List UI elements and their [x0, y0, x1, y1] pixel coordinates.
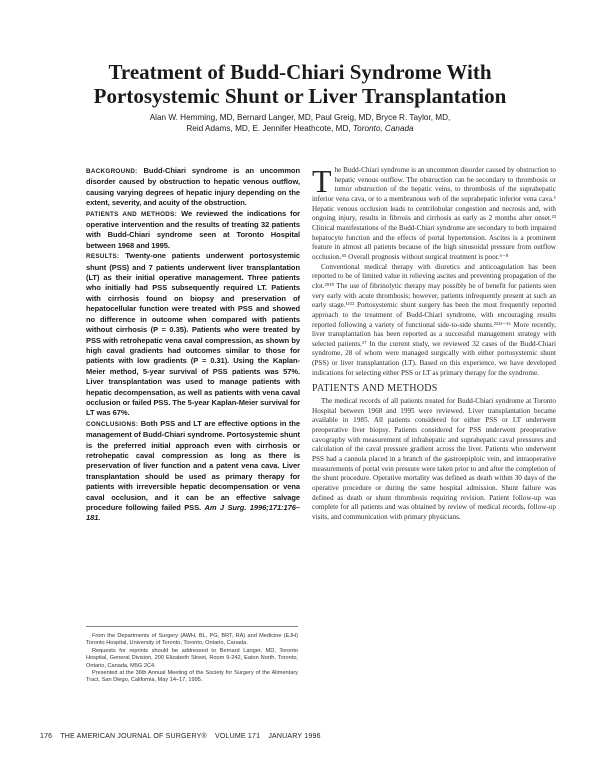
citation: Am J Surg. 1996;171:176–181. [86, 503, 300, 523]
paragraph-3: The medical records of all patients treated for Budd-Chiari syndrome at Toronto Hospital between 1968 and 1995 were reviewed. Liver transplantation became available in 1985. All patients considered for either PSS or LT underwent preoperative liver biopsy. Patients considered for PSS underwent preoperative cavography with measurement of infrahepatic and suprahepatic caval pressures and calculation of the caval pressure gradient across the liver. Patients who underwent PSS had a cannula placed in a branch of the gastroepiploic vein, and intraoperative measurements of portal vein pressure were taken prior to and after the completion of the shunt procedure. Operative mortality was defined as death within 30 days of the operative procedure or during the same hospital admission. Shunt failure was defined as death or shunt thrombosis requiring revision. Patient follow-up was complete for all patients and was obtained by review of medical records, follow-up visits, and communication with primary physicians. [312, 397, 556, 521]
conclusions-text: Both PSS and LT are effective options in the management of Budd-Chiari syndrome. Portosystemic shunt is the preferred initial approach even with cirrhosis or retrohepatic caval compression as long as there is preservation of liver function and a patent vena cava. Liver transplantation should be used as primary therapy for patients with irreversible hepatic decompensation or vena caval occlusion, and it can be an effective salvage procedure following failed PSS. [86, 418, 300, 512]
article-title [40, 60, 560, 108]
body-text [312, 163, 556, 523]
abstract [86, 166, 300, 524]
volume: VOLUME 171 [215, 733, 261, 740]
author-location: Toronto, Canada [352, 124, 414, 133]
journal-name: THE AMERICAN JOURNAL OF SURGERY® [60, 733, 207, 740]
results-label: RESULTS: [86, 253, 120, 261]
title-line-1: Treatment of Budd-Chiari Syndrome With [108, 60, 492, 84]
title-line-2: Portosystemic Shunt or Liver Transplantation [93, 84, 507, 108]
authors-line-1: Alan W. Hemming, MD, Bernard Langer, MD, Paul Greig, MD, Bryce R. Taylor, MD, [149, 113, 451, 122]
methods-text: We reviewed the indications for operative intervention and the results of treating 32 patients with Budd-Chiari syndrome seen at Toronto Hospital between 1968 and 1995. [86, 208, 300, 250]
section-heading: PATIENTS AND METHODS [312, 383, 438, 395]
intro-text: he Budd-Chiari syndrome is an uncommon disorder caused by obstruction to hepatic venous outflow. The obstruction can be secondary to thrombosis or tumor obstruction of the hepatic veins, to thrombosis of the suprahepatic inferior vena cava, or to a membranous web of the suprahepatic inferior vena cava.¹ Hepatic venous occlusion leads to centrilobular congestion and necrosis and, with ongoing injury, results in fibrosis and cirrhosis as early as 2 months after onset.²³ Clinical manifestations of the Budd-Chiari syndrome are secondary to both impaired hepatocyte function and the effects of portal hypertension. Ascites is a prominent feature in almost all patients because of the high sinusoidal pressure from outflow occlusion.⁴⁵ Overall prognosis without surgical treatment is poor.⁶⁻⁸ [312, 166, 556, 261]
drop-cap: T [312, 163, 332, 199]
page-number: 176 [40, 733, 53, 740]
author-list [80, 112, 520, 134]
intro-paragraph [312, 163, 556, 263]
abstract-results [86, 251, 300, 419]
footnote-divider [86, 626, 298, 627]
abstract-conclusions [86, 419, 300, 524]
background-label: BACKGROUND: [86, 168, 138, 175]
page-footer [40, 733, 560, 740]
methods-label: PATIENTS AND METHODS: [86, 210, 178, 218]
authors-line-2 [80, 123, 520, 134]
affiliation-note: From the Departments of Surgery (AWH, BL, PG, BRT, RA) and Medicine (EJH) Toronto Hospital, University of Toronto, Toronto, Ontario, Canada. [86, 633, 298, 647]
abstract-background [86, 166, 300, 209]
footnotes [86, 633, 298, 685]
conclusions-label: CONCLUSIONS: [86, 420, 139, 428]
paragraph-2: Conventional medical therapy with diuretics and anticoagulation has been reported to be of limited value in relieving ascites and preventing propagation of the clot.²⁹¹⁰ The use of fibrinolytic therapy may possibly be of benefit for patients seen very early with acute thrombosis; however, patients infrequently present at such an early stage.¹¹¹² Portosystemic shunt surgery has been the most frequently reported approach to the treatment of Budd-Chiari syndrome, with encouraging results reported following a variety of functional side-to-side shunts.²³¹³⁻¹⁶ More recently, liver transplantation has been reported as a successful management strategy with selected patients.¹⁷ In the current study, we reviewed 32 cases of the Budd-Chiari syndrome, 28 of whom were managed surgically with either portosystemic shunt (PSS) or liver transplantation (LT). Based on this experience, we have developed indications for selecting either PSS or LT as primary therapy for the syndrome. [312, 262, 556, 377]
results-text: Twenty-one patients underwent portosystemic shunt (PSS) and 7 patients underwent liver transplantation (LT) as their initial operative management. Three patients who initially had PSS subsequently required LT. Patients with cirrhosis found on biopsy and preservation of hepatocellular function were treated with PSS and showed no difference in outcome when compared with patients without cirrhosis (P = 0.35). Patients who were treated by PSS with retrohepatic vena caval compression, as shown by high caval gradients had outcomes similar to those for patients with low gradients (P = 0.31). Using the Kaplan-Meier method, 5-year survival of PSS patients was 57%. Liver transplantation was used to manage patients with hepatic decompensation, as well as patients with vena caval occlusion or failed PSS. The 5-year Kaplan-Meier survival for LT was 67%. [86, 251, 300, 418]
authors-line-2-names: Reid Adams, MD, E. Jennifer Heathcote, MD, [186, 124, 353, 133]
background-text: Budd-Chiari syndrome is an uncommon disorder caused by obstruction to hepatic venous outflow, causing varying degrees of hepatic injury depending on the extent, severity, and acuity of the obstruction. [86, 166, 300, 208]
abstract-methods [86, 209, 300, 252]
reprints-note: Requests for reprints should be addressed to Bernard Langer, MD, Toronto Hospital, General Division, 200 Elizabeth Street, Room 9-242, Eaton North, Toronto, Ontario, Canada, M5G 2C4. [86, 647, 298, 669]
issue-date: JANUARY 1996 [268, 733, 321, 740]
presented-note: Presented at the 36th Annual Meeting of the Society for Surgery of the Alimentary Tract, San Diego, California, May 14–17, 1995. [86, 670, 298, 684]
